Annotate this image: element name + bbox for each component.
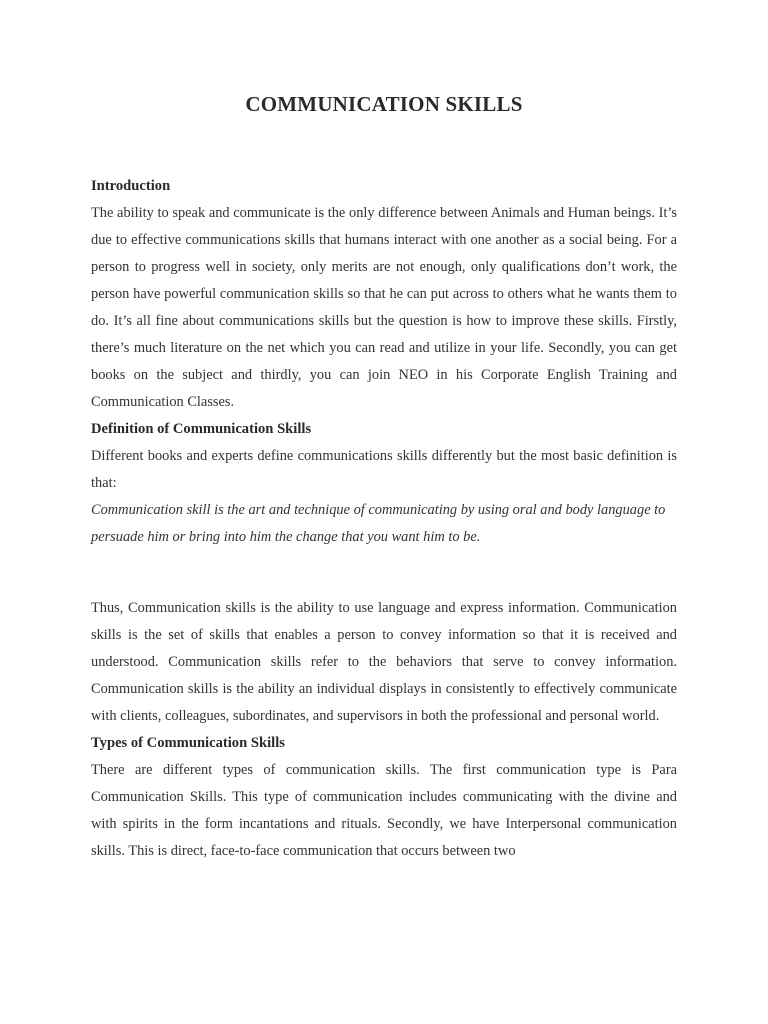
paragraph-spacer [91,551,677,595]
document-title: COMMUNICATION SKILLS [245,92,523,116]
document-body [91,173,677,865]
definition-heading: Definition of Communication Skills [91,421,312,437]
types-heading: Types of Communication Skills [91,735,285,751]
introduction-paragraph: The ability to speak and communicate is the only difference between Animals and Human beings. It’s due to effective communications skills that humans interact with one another as a social being. For a person to progress well in society, only merits are not enough, only qualifications don’t work, the person have powerful communication skills so that he can put across to others what he wants them to do. It’s all fine about communications skills but the question is how to improve these skills. Firstly, there’s much literature on the net which you can read and utilize in your life. Secondly, you can get books on the subject and thirdly, you can join NEO in his Corporate English Training and Communication Classes. [91,205,677,410]
introduction-heading: Introduction [91,178,171,194]
definition-followup-paragraph: Thus, Communication skills is the ability to use language and express information. Communication skills is the set of skills that enables a person to convey information so that it is received and understood. Communication skills refer to the behaviors that serve to convey information. Communication skills is the ability an individual displays in consistently to effectively communicate with clients, colleagues, subordinates, and supervisors in both the professional and personal world. [91,600,677,724]
definition-paragraph: Different books and experts define communications skills differently but the most basic definition is that: [91,448,677,491]
types-paragraph: There are different types of communication skills. The first communication type is Para Communication Skills. This type of communication includes communicating with the divine and with spirits in the form incantations and rituals. Secondly, we have Interpersonal communication skills. This is direct, face-to-face communication that occurs between two [91,762,677,859]
definition-quote: Communication skill is the art and technique of communicating by using oral and body language to persuade him or bring into him the change that you want him to be. [91,502,666,545]
